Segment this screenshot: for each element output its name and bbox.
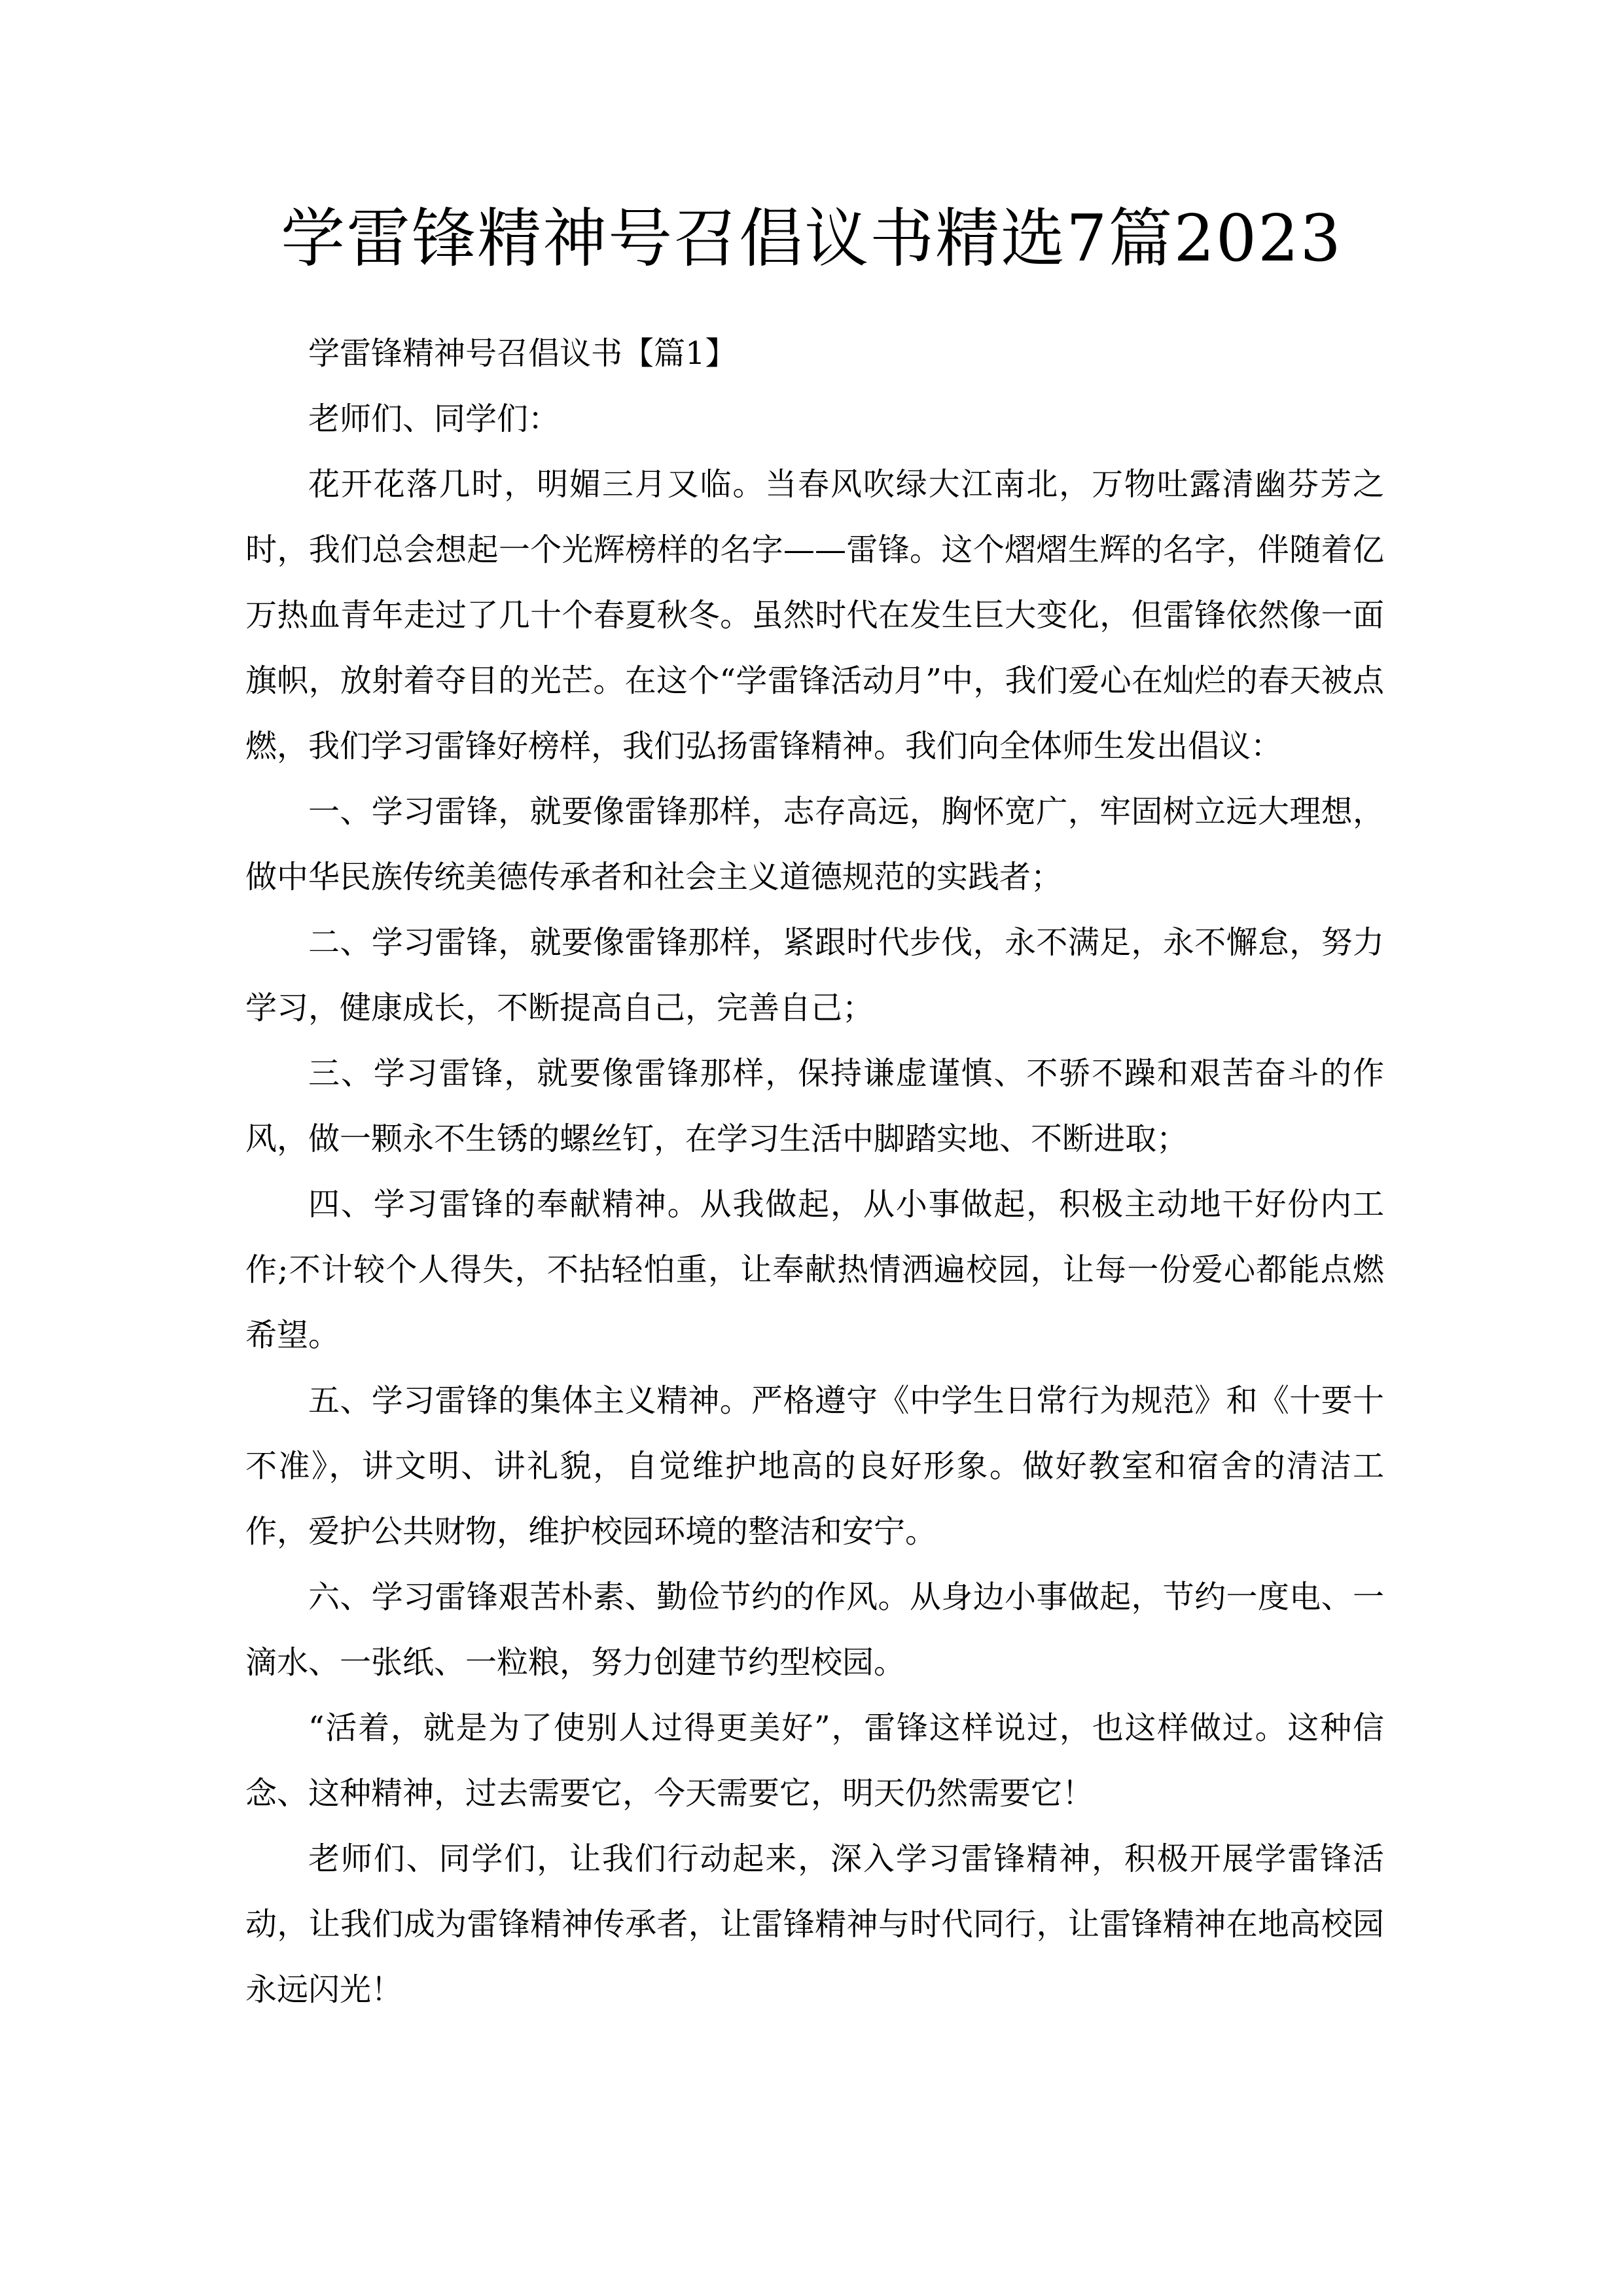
section-heading: 学雷锋精神号召倡议书【篇1】 [308, 335, 737, 372]
document-body [245, 321, 1384, 2022]
paragraph-item-4: 四、学习雷锋的奉献精神。从我做起，从小事做起，积极主动地干好份内工作;不计较个人得失，不拈轻怕重，让奉献热情洒遍校园，让每一份爱心都能点燃希望。 [245, 1186, 1384, 1354]
paragraph-item-2: 二、学习雷锋，就要像雷锋那样，紧跟时代步伐，永不满足，永不懈怠，努力学习，健康成长，不断提高自己，完善自己； [245, 924, 1384, 1026]
paragraph-closing: 老师们、同学们，让我们行动起来，深入学习雷锋精神，积极开展学雷锋活动，让我们成为雷锋精神传承者，让雷锋精神与时代同行，让雷锋精神在地高校园永远闪光！ [245, 1840, 1384, 2008]
document-title: 学雷锋精神号召倡议书精选7篇2023 [281, 202, 1342, 276]
salutation: 老师们、同学们： [308, 401, 560, 437]
paragraph-item-1: 一、学习雷锋，就要像雷锋那样，志存高远，胸怀宽广，牢固树立远大理想，做中华民族传统美德传承者和社会主义道德规范的实践者； [245, 793, 1384, 895]
paragraph-item-6: 六、学习雷锋艰苦朴素、勤俭节约的作风。从身边小事做起，节约一度电、一滴水、一张纸、一粒粮，努力创建节约型校园。 [245, 1579, 1384, 1681]
paragraph-intro: 花开花落几时，明媚三月又临。当春风吹绿大江南北，万物吐露清幽芬芳之时，我们总会想起一个光辉榜样的名字——雷锋。这个熠熠生辉的名字，伴随着亿万热血青年走过了几十个春夏秋冬。虽然时代在发生巨大变化，但雷锋依然像一面旗帜，放射着夺目的光芒。在这个“学雷锋活动月”中，我们爱心在灿烂的春天被点燃，我们学习雷锋好榜样，我们弘扬雷锋精神。我们向全体师生发出倡议： [245, 466, 1384, 764]
paragraph-item-5: 五、学习雷锋的集体主义精神。严格遵守《中学生日常行为规范》和《十要十不准》，讲文明、讲礼貌，自觉维护地高的良好形象。做好教室和宿舍的清洁工作，爱护公共财物，维护校园环境的整洁和安宁。 [245, 1382, 1384, 1550]
paragraph-item-3: 三、学习雷锋，就要像雷锋那样，保持谦虚谨慎、不骄不躁和艰苦奋斗的作风，做一颗永不生锈的螺丝钉，在学习生活中脚踏实地、不断进取； [245, 1055, 1384, 1157]
paragraph-quote: “活着，就是为了使别人过得更美好”，雷锋这样说过，也这样做过。这种信念、这种精神，过去需要它，今天需要它，明天仍然需要它！ [245, 1710, 1384, 1812]
